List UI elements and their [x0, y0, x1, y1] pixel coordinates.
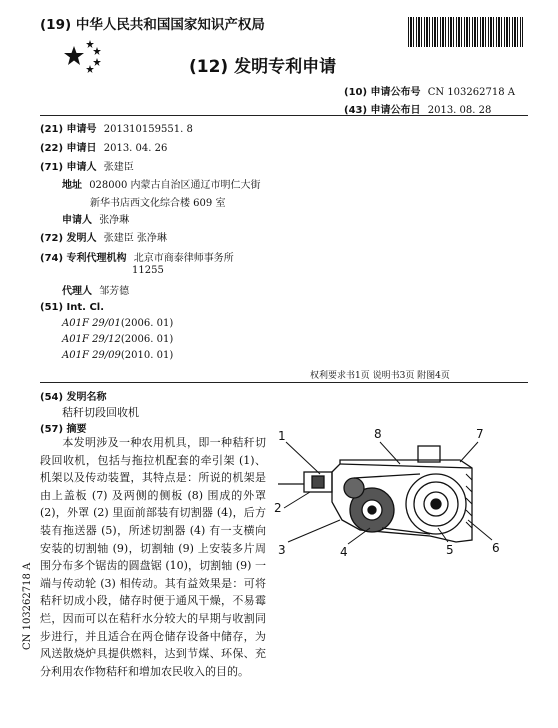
invention-title: 秸秆切段回收机 — [62, 406, 139, 419]
ipc-entry: A01F 29/09(2010. 01) — [62, 350, 174, 361]
abstract-text: 本发明涉及一种农用机具，即一种秸秆切段回收机，包括与拖拉机配套的牵引架 (1)、机架以及传动装置，其特点是：所说的机架是由上盖板 (7) 及两侧的侧板 (8) 围成的外罩 (2)，外罩 (2) 里面前部装有切割器 (4)，后方装有拖送器 (5)，所述切割器 (4) 有一支横向安装的切割轴 (9)，切割轴 (9) 上安装多片周围分布多个锯齿的圆盘锯 (10)，切割轴 (9) 一端与传动轮 (3) 相传动。其有益效果是：可将秸秆切成小段，储存时便于通风干燥，不易霉烂，因而可以在秸秆水分较大的早期与收割同步进行，并且适合在两仓储存设备中储存，为风送散烧炉具提供燃料，达到节煤、环保、充分利用农作物秸秆和增加农民收入的目的。 — [40, 436, 266, 678]
drive-wheel — [344, 478, 364, 498]
label-conveyor: 5 — [446, 543, 454, 557]
inventors: (72) 发明人 张建臣 张净琳 — [40, 233, 167, 244]
publication-number: (10) 申请公布号 CN 103262718 A — [344, 87, 515, 98]
header-divider — [40, 115, 528, 116]
emblem-stars-icon — [60, 38, 110, 80]
page-count-summary: 权利要求书1页 说明书3页 附图4页 — [310, 371, 450, 381]
application-number: (21) 申请号 201310159551. 8 — [40, 124, 193, 135]
biblio-divider — [40, 382, 528, 383]
ipc-label: (51) Int. Cl. — [40, 302, 105, 313]
ipc-entry: A01F 29/12(2006. 01) — [62, 334, 174, 345]
application-date: (22) 申请日 2013. 04. 26 — [40, 143, 168, 154]
patent-agency: (74) 专利代理机构 北京市商泰律师事务所 — [40, 253, 234, 264]
label-part-6: 6 — [492, 541, 500, 555]
address: 地址 028000 内蒙古自治区通辽市明仁大街 — [62, 180, 261, 191]
co-applicant: 申请人 张净琳 — [62, 215, 130, 226]
label-traction-frame: 1 — [278, 429, 286, 443]
applicant: (71) 申请人 张建臣 — [40, 162, 134, 173]
label-cover: 2 — [274, 501, 282, 515]
abstract-figure — [270, 424, 532, 570]
agency-code: 11255 — [132, 265, 164, 276]
address-line2: 新华书店西文化综合楼 609 室 — [90, 198, 226, 209]
abstract-label: (57) 摘要 — [40, 424, 87, 435]
ipc-entry: A01F 29/01(2006. 01) — [62, 318, 174, 329]
publication-date: (43) 申请公布日 2013. 08. 28 — [344, 105, 492, 116]
label-side-plate: 8 — [374, 427, 382, 441]
issuing-office: (19) 中华人民共和国国家知识产权局 — [40, 17, 265, 33]
title-label: (54) 发明名称 — [40, 392, 107, 403]
patent-agent: 代理人 邹芳德 — [62, 286, 130, 297]
label-top-cover: 7 — [476, 427, 484, 441]
label-drive-wheel: 3 — [278, 543, 286, 557]
doc-type-title: (12) 发明专利申请 — [189, 57, 337, 77]
side-publication-number: CN 103262718 A — [22, 562, 33, 650]
barcode — [408, 17, 523, 47]
label-cutter: 4 — [340, 545, 348, 559]
